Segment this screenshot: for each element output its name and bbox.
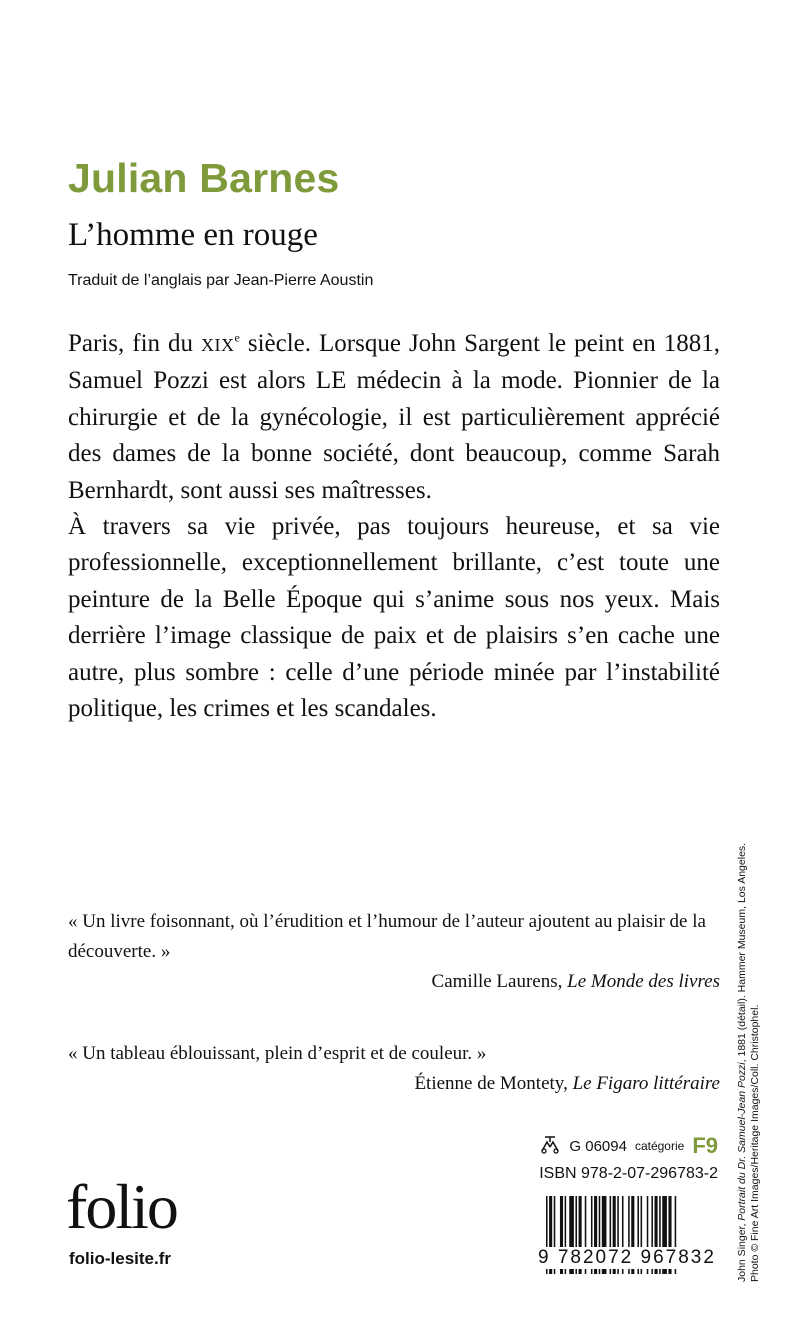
blurb-paragraph-2: À travers sa vie privée, pas toujours heureuse, et sa vie professionnelle, exceptionnellement brillante, c’est toute une peinture de la Belle Époque qui s’anime sous nos yeux. Mais derrière l’image classique de paix et de plaisirs s’en cache une autre, plus sombre : celle d’une période minée par l’instabilité politique, les crimes et les scandales. [68, 513, 720, 723]
catalog-code: G 06094 [569, 1137, 627, 1155]
review-quote-2 [68, 1039, 720, 1099]
quote-text: « Un livre foisonnant, où l’érudition et l’humour de l’auteur ajoutent au plaisir de la découverte. » [68, 911, 706, 962]
blurb-paragraph-1: Paris, fin du XIXe siècle. Lorsque John Sargent le peint en 1881, Samuel Pozzi est alors LE médecin à la mode. Pionnier de la chirurgie et de la gynécologie, il est particulièrement apprécié des dames de la bonne société, dont beaucoup, comme Sarah Bernhardt, sont aussi ses maîtresses. [68, 330, 720, 504]
quote-source: Le Monde des livres [567, 971, 720, 992]
blurb [68, 326, 720, 727]
century-superscript: e [234, 330, 240, 345]
recycling-icon [539, 1134, 561, 1158]
publisher-logo: folio [66, 1171, 177, 1242]
review-quote-1 [68, 907, 720, 997]
book-title: L’homme en rouge [68, 217, 318, 253]
quote-attribution: Camille Laurens, Le Monde des livres [431, 971, 720, 992]
image-credit: John Singer, Portrait du Dr. Samuel-Jean Pozzi, 1881 (détail). Hammer Museum, Los Angeles. Photo © Fine Art Images/Heritage Images/Coll. Christophel. [736, 842, 761, 1282]
price-category: F9 [692, 1133, 718, 1158]
quote-attribution: Étienne de Montety, Le Figaro littéraire [414, 1073, 720, 1094]
isbn: ISBN 978-2-07-296783-2 [539, 1165, 718, 1182]
century-numeral: XIX [201, 335, 235, 355]
barcode-digits: 9 782072 967832 [538, 1247, 716, 1268]
author-name: Julian Barnes [68, 155, 340, 201]
publisher-website: folio-lesite.fr [69, 1249, 172, 1268]
catalog-codes [539, 1133, 718, 1183]
quote-source: Le Figaro littéraire [572, 1073, 720, 1094]
translator-credit: Traduit de l’anglais par Jean-Pierre Aoustin [68, 272, 374, 289]
category-label: catégorie [634, 1139, 685, 1153]
quote-text: « Un tableau éblouissant, plein d’esprit et de couleur. » [68, 1043, 487, 1064]
